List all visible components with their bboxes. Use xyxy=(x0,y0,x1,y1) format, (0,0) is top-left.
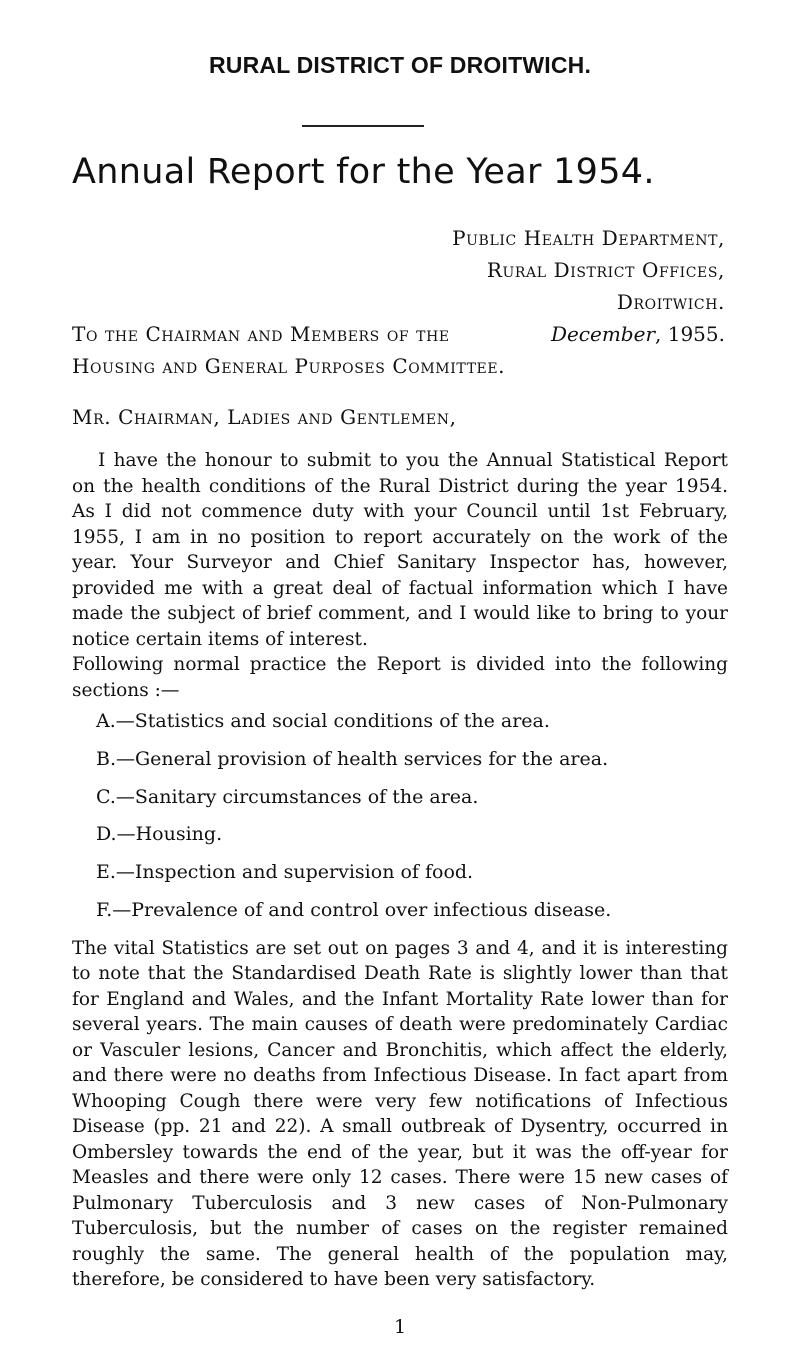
section-item: B.—General provision of health services for the area. xyxy=(96,747,609,770)
heading-divider xyxy=(302,125,424,127)
page-number: 1 xyxy=(393,1316,407,1338)
addressee-line-2: Housing and General Purposes Committee. xyxy=(72,354,506,378)
section-item: A.—Statistics and social conditions of the area. xyxy=(96,710,550,732)
date-year: , 1955. xyxy=(655,322,725,346)
section-item: F.—Prevalence of and control over infectious disease. xyxy=(96,898,612,921)
salutation: Mr. Chairman, Ladies and Gentlemen, xyxy=(72,405,457,429)
date-month: December xyxy=(550,322,656,346)
address-line-3: Droitwich. xyxy=(616,290,725,314)
address-line-1: Public Health Department, xyxy=(452,226,725,250)
section-item: C.—Sanitary circumstances of the area. xyxy=(96,785,479,808)
address-line-2: Rural District Offices, xyxy=(486,258,725,282)
district-heading: RURAL DISTRICT OF DROITWICH. xyxy=(208,52,592,78)
letter-body xyxy=(72,448,728,1293)
sections-list xyxy=(72,709,728,923)
section-item: D.—Housing. xyxy=(96,823,223,846)
paragraph-sections-intro: Following normal practice the Report is divided into the following sections :— xyxy=(72,654,728,701)
paragraph-vital-statistics: The vital Statistics are set out on pages 3 and 4, and it is interesting to note that the Standardised Death Rate is slightly lower than that for England and Wales, and the Infant Mortality Rate lower than for several years. The main causes of death were predominately Cardiac or Vasculer lesions, Cancer and Bronchitis, which affect the elderly, and there were no deaths from Infectious Disease. In fact apart from Whooping Cough there were very few notifications of Infectious Disease (pp. 21 and 22). A small outbreak of Dysentry, occurred in Ombersley towards the end of the year, but it was the off-year for Measles and there were only 12 cases. There were 15 new cases of Pulmonary Tuberculosis and 3 new cases of Non-Pulmonary Tuberculosis, but the number of cases on the register remained roughly the same. The general health of the population may, therefore, be considered to have been very satisfactory. xyxy=(72,937,728,1291)
addressee-line-1: To the Chairman and Members of the xyxy=(72,322,450,346)
paragraph-intro: I have the honour to submit to you the Annual Statistical Report on the health conditions of the Rural District during the year 1954. As I did not commence duty with your Council until 1st February, 1955, I am in no position to report accurately on the work of the year. Your Surveyor and Chief Sanitary Inspector has, however, provided me with a great deal of factual information which I have made the subject of brief comment, and I would like to bring to your notice certain items of interest. xyxy=(72,450,728,650)
addressee xyxy=(72,318,505,382)
report-title: Annual Report for the Year 1954. xyxy=(72,152,655,192)
section-item: E.—Inspection and supervision of food. xyxy=(96,861,474,884)
